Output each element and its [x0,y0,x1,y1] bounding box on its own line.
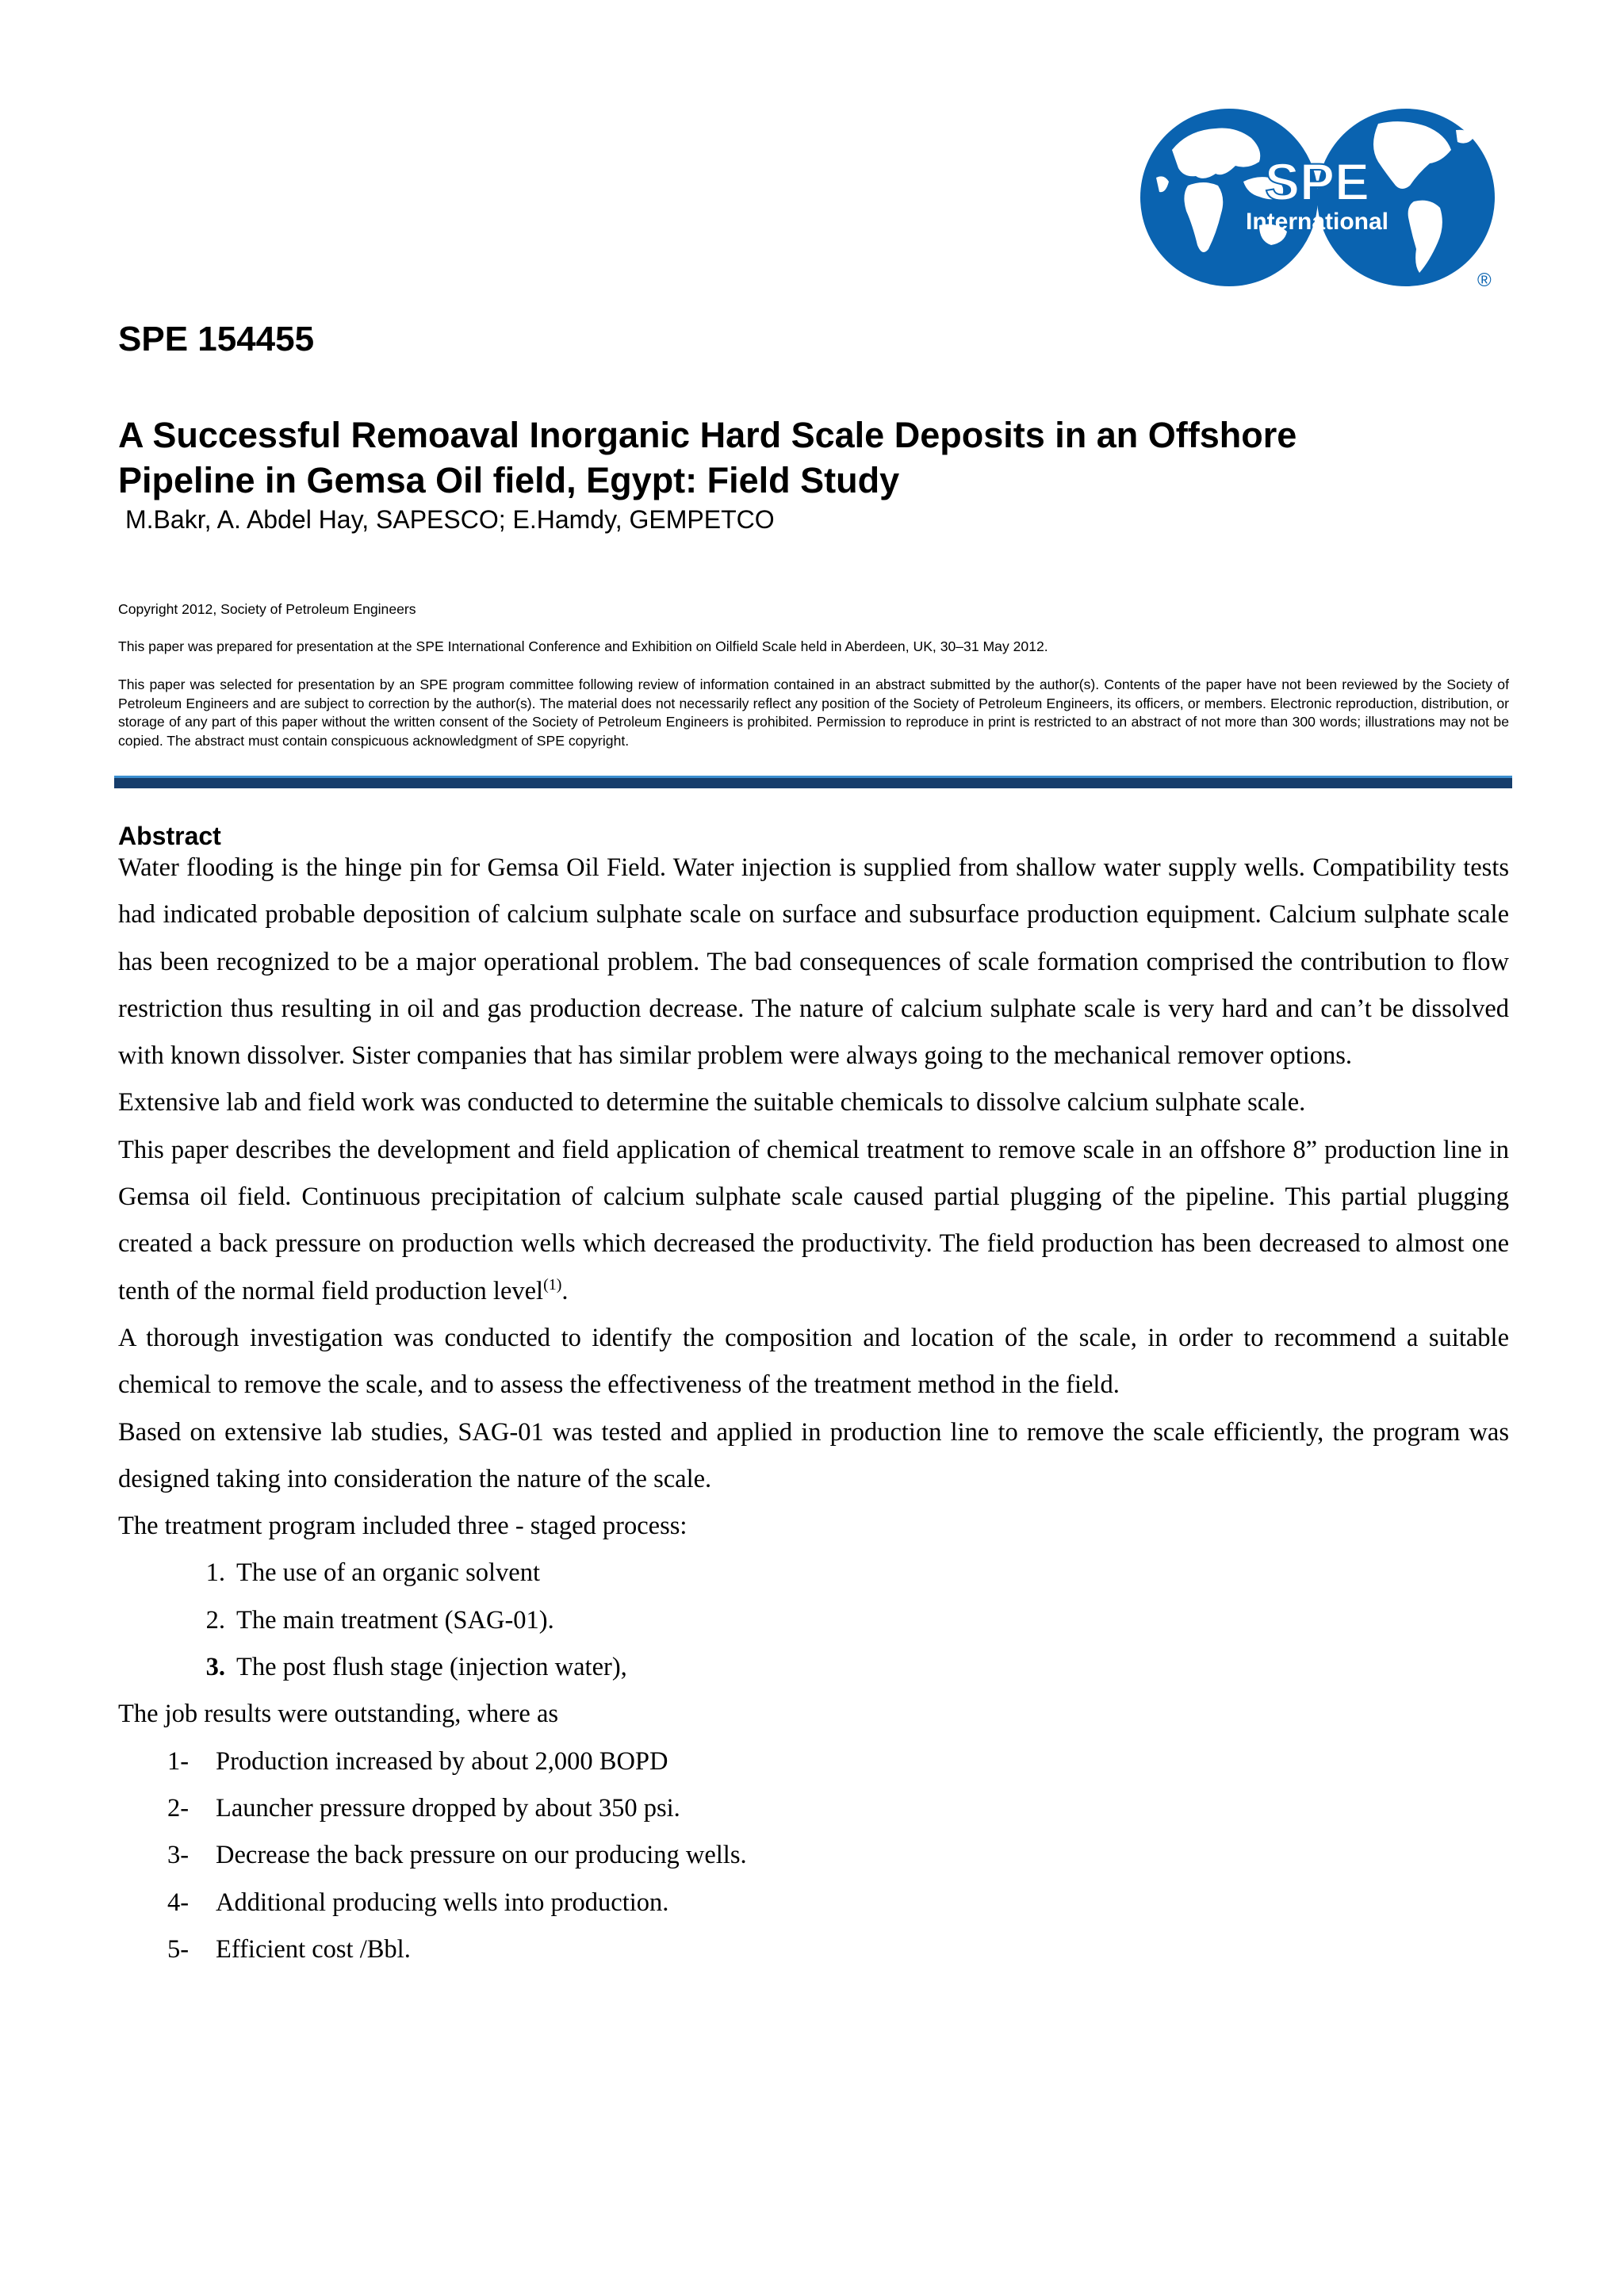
list-item-text: The post flush stage (injection water), [236,1653,627,1682]
list-item-text: Launcher pressure dropped by about 350 psi. [216,1793,680,1823]
job-results-list [118,1738,1509,1973]
paper-title-line1: A Successful Remoaval Inorganic Hard Scale Deposits in an Offshore [118,415,1297,455]
abstract-paragraph: Based on extensive lab studies, SAG-01 was tested and applied in production line to remove the scale efficiently, the program was designed taking into consideration the nature of the scale. [118,1417,1509,1493]
list-item-number: 2- [167,1793,190,1823]
list-item [118,1738,1509,1785]
abstract-paragraph: A thorough investigation was conducted to identify the composition and location of the scale, in order to recommend a suitable chemical to remove the scale, and to assess the effectiveness of the treatment method in the field. [118,1323,1509,1400]
abstract-heading: Abstract [118,822,221,850]
list-item-number: 5- [167,1934,190,1964]
list-item [118,1880,1509,1926]
list-item-number: 4- [167,1888,190,1917]
spe-international-logo [1140,106,1507,289]
logo-registered-mark: ® [1477,270,1492,289]
list-item [118,1832,1509,1879]
header-rule-thick [114,778,1512,788]
abstract-paragraph-text: This paper describes the development and field application of chemical treatment to remove scale in an offshore 8” production line in Gemsa oil field. Continuous precipitation of calcium sulphate scale caused partial plugging of the pipeline. This partial plugging created a back pressure on production wells which decreased the productivity. The field production has been decreased to almost one tenth of the normal field production level [118,1135,1509,1305]
list-item-number: 3- [167,1841,190,1870]
list-item [118,1644,1509,1691]
list-item [118,1597,1509,1644]
abstract-paragraph [118,1127,1509,1315]
selection-notice: This paper was selected for presentation by an SPE program committee following review of information contained in an abstract submitted by the author(s). Contents of the paper have not been reviewed by the Society of Petroleum Engineers and are subject to correction by the author(s). The material does not necessarily reflect any position of the Society of Petroleum Engineers, its officers, or members. Electronic reproduction, distribution, or storage of any part of this paper without the written consent of the Society of Petroleum Engineers is prohibited. Permission to reproduce in print is restricted to an abstract of not more than 300 words; illustrations may not be copied. The abstract must contain conspicuous acknowledgment of SPE copyright. [118,677,1509,749]
logo-wordmark: SPE [1264,152,1370,211]
paper-title-line2: Pipeline in Gemsa Oil field, Egypt: Field Study [118,460,900,500]
abstract-paragraph-end: . [561,1276,569,1305]
abstract-paragraph: Extensive lab and field work was conducted to determine the suitable chemicals to dissolve calcium sulphate scale. [118,1088,1306,1117]
list-item [118,1550,1509,1596]
list-item-text: Production increased by about 2,000 BOPD [216,1746,668,1776]
logo-subtitle: International [1245,209,1389,235]
list-item-number: 2. [205,1605,225,1635]
paper-title [118,412,1514,503]
abstract-paragraph: The treatment program included three - staged process: [118,1512,688,1541]
list-item-number: 1- [167,1746,190,1776]
list-item-text: The main treatment (SAG-01). [236,1605,554,1635]
treatment-stages-list [118,1550,1509,1691]
authors: M.Bakr, A. Abdel Hay, SAPESCO; E.Hamdy, GEMPETCO [125,505,775,534]
abstract-body [118,845,1509,1973]
abstract-paragraph: The job results were outstanding, where as [118,1700,559,1729]
list-item-text: Additional producing wells into production. [216,1888,669,1917]
abstract-paragraph: Water flooding is the hinge pin for Gemsa Oil Field. Water injection is supplied from shallow water supply wells. Compatibility tests had indicated probable deposition of calcium sulphate scale on surface and subsurface production equipment. Calcium sulphate scale has been recognized to be a major operational problem. The bad consequences of scale formation comprised the contribution to flow restriction thus resulting in oil and gas production decrease. The nature of calcium sulphate scale is very hard and can’t be dissolved with known dissolver. Sister companies that has similar problem were always going to the mechanical remover options. [118,853,1509,1071]
list-item-text: Decrease the back pressure on our producing wells. [216,1841,747,1870]
paper-id: SPE 154455 [118,320,315,358]
list-item-text: Efficient cost /Bbl. [216,1934,411,1964]
reference-citation: (1) [543,1275,562,1294]
list-item [118,1926,1509,1973]
list-item-number: 3. [205,1653,225,1682]
copyright-notice: Copyright 2012, Society of Petroleum Engineers [118,601,416,617]
presentation-notice: This paper was prepared for presentation at the SPE International Conference and Exhibition on Oilfield Scale held in Aberdeen, UK, 30–31 May 2012. [118,638,1048,654]
list-item [118,1785,1509,1832]
list-item-text: The use of an organic solvent [236,1558,540,1588]
list-item-number: 1. [205,1558,225,1588]
